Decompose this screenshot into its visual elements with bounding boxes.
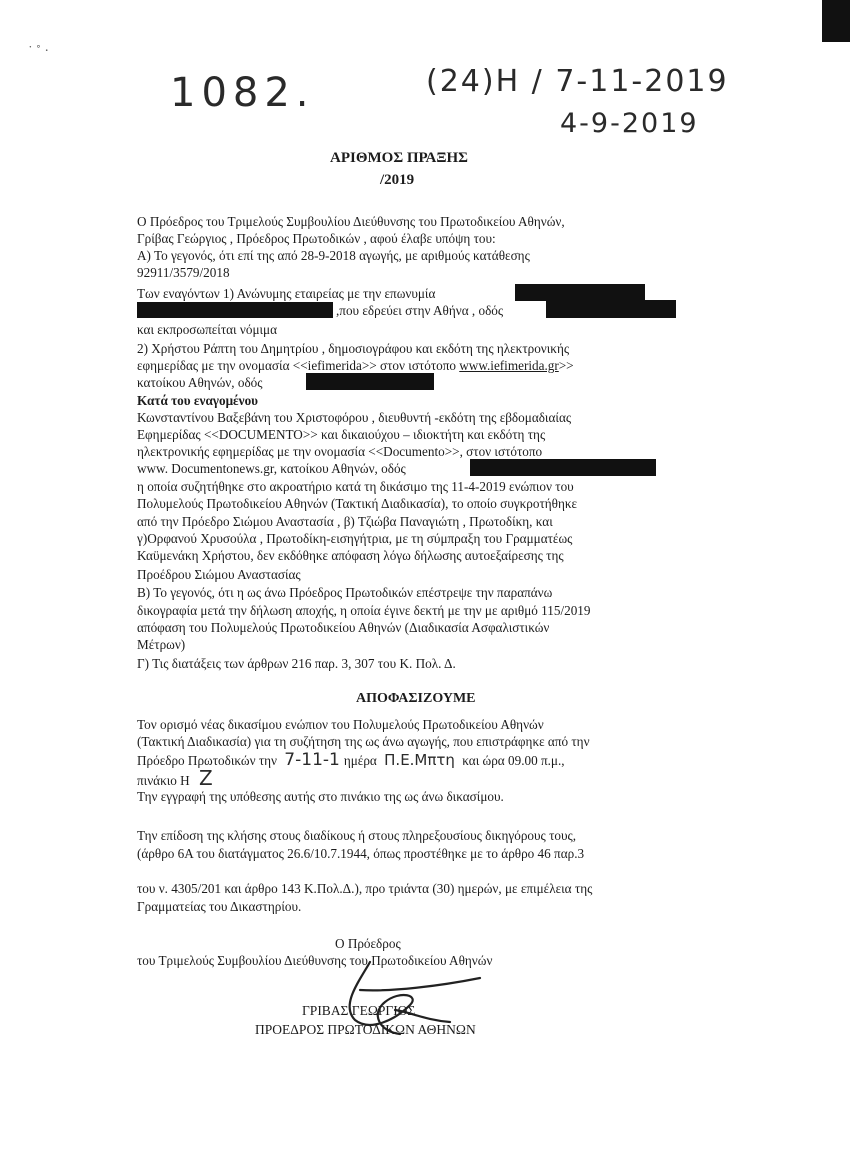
- body-line: Γραμματείας του Δικαστηρίου.: [137, 899, 302, 914]
- body-line: Γρίβας Γεώργιος , Πρόεδρος Πρωτοδικών , αφού έλαβε υπόψη του:: [137, 231, 496, 246]
- body-line: Εφημερίδας <<DOCUMENTO>> και δικαιούχου – ιδιοκτήτη και εκδότη της: [137, 427, 546, 442]
- body-line: του ν. 4305/201 και άρθρο 143 Κ.Πολ.Δ.), προ τριάντα (30) ημερών, με επιμέλεια της: [137, 881, 593, 896]
- body-line-part: >>: [558, 358, 574, 373]
- handwritten-hearing-day: 7-11-1: [284, 750, 340, 770]
- body-line: από την Πρόεδρο Σιώμου Αναστασία , β) Τζιώβα Παναγιώτη , Πρωτοδίκη, και: [137, 514, 553, 529]
- scan-corner-mark: [822, 0, 850, 42]
- body-line: 2) Χρήστου Ράπτη του Δημητρίου , δημοσιογράφου και εκδότη της ηλεκτρονικής: [137, 341, 570, 356]
- redaction-bar: [306, 373, 434, 390]
- document-number: /2019: [380, 172, 415, 188]
- body-line: Β) Το γεγονός, ότι η ως άνω Πρόεδρος Πρωτοδικών επέστρεψε την παραπάνω: [137, 585, 553, 600]
- handwritten-date-below: 4-9-2019: [560, 108, 699, 139]
- body-line: [137, 358, 574, 374]
- redaction-bar: [515, 284, 645, 301]
- website-link-text: www.iefimerida.gr: [459, 358, 559, 373]
- body-line: ηλεκτρονικής εφημερίδας με την ονομασία <<Documento>>, στον ιστότοπο: [137, 444, 543, 459]
- signature-line-1: Ο Πρόεδρος: [335, 936, 401, 951]
- body-line: Γ) Τις διατάξεις των άρθρων 216 παρ. 3, 307 του Κ. Πολ. Δ.: [137, 656, 456, 671]
- body-line: Τον ορισμό νέας δικασίμου ενώπιον του Πολυμελούς Πρωτοδικείου Αθηνών: [137, 717, 544, 732]
- body-line: κατοίκου Αθηνών, οδός: [137, 375, 263, 390]
- handwritten-entry-code: (24)Η / 7-11-2019: [426, 64, 729, 99]
- body-line: Καϋμενάκη Χρήστου, δεν εκδόθηκε απόφαση λόγω δήλωσης αυτοεξαίρεσης της: [137, 548, 564, 563]
- body-line-part: εφημερίδας με την ονομασία <<iefimerida>> στον ιστότοπο: [137, 358, 460, 373]
- handwritten-table-letter: Ζ: [198, 766, 213, 790]
- body-line: και εκπροσωπείται νόμιμα: [137, 322, 278, 337]
- body-line-part: και ώρα 09.00 π.μ.,: [462, 753, 565, 768]
- body-line: www. Documentonews.gr, κατοίκου Αθηνών, οδός: [137, 461, 406, 476]
- body-line: Ο Πρόεδρος του Τριμελούς Συμβουλίου Διεύθυνσης του Πρωτοδικείου Αθηνών,: [137, 214, 565, 229]
- body-line: Πολυμελούς Πρωτοδικείου Αθηνών (Τακτική Διαδικασία), το οποίο συγκροτήθηκε: [137, 496, 578, 511]
- body-line-part: ημέρα: [343, 753, 377, 768]
- body-line: Α) Το γεγονός, ότι επί της από 28-9-2018 αγωγής, με αριθμούς κατάθεσης: [137, 248, 530, 263]
- document-title: ΑΡΙΘΜΟΣ ΠΡΑΞΗΣ: [330, 150, 468, 166]
- body-line: Των εναγόντων 1) Ανώνυμης εταιρείας με την επωνυμία: [137, 286, 436, 301]
- decision-heading: ΑΠΟΦΑΣΙΖΟΥΜΕ: [356, 691, 476, 706]
- body-line: Κατά του εναγομένου: [137, 393, 259, 408]
- body-line: Κωνσταντίνου Βαξεβάνη του Χριστοφόρου , διευθυντή -εκδότη της εβδομαδιαίας: [137, 410, 572, 425]
- body-line: (άρθρο 6Α του διατάγματος 26.6/10.7.1944, όπως προστέθηκε με το άρθρο 46 παρ.3: [137, 846, 585, 861]
- handwritten-file-number: 1082.: [170, 70, 315, 116]
- body-line-part: πινάκιο Η: [137, 773, 190, 788]
- body-line: απόφαση του Πολυμελούς Πρωτοδικείου Αθηνών (Διαδικασία Ασφαλιστικών: [137, 620, 550, 635]
- redaction-bar: [137, 302, 333, 318]
- body-line: (Τακτική Διαδικασία) για τη συζήτηση της ως άνω αγωγής, που επιστράφηκε από την: [137, 734, 590, 749]
- body-line: δικογραφία μετά την δήλωση αποχής, η οποία έγινε δεκτή με την με αριθμό 115/2019: [137, 603, 591, 618]
- redaction-bar: [470, 459, 656, 476]
- body-line: η οποία συζητήθηκε στο ακροατήριο κατά τη δικάσιμο της 11-4-2019 ενώπιον του: [137, 479, 574, 494]
- body-line: ,που εδρεύει στην Αθήνα , οδός: [336, 303, 504, 318]
- handwritten-hearing-word: Π.Ε.Μπτη: [384, 751, 455, 769]
- signatory-role: ΠΡΟΕΔΡΟΣ ΠΡΩΤΟΔΙΚΩΝ ΑΘΗΝΩΝ: [255, 1022, 476, 1037]
- scan-specks: ˙ ˚ ·: [28, 44, 49, 59]
- body-line: Την εγγραφή της υπόθεσης αυτής στο πινάκιο της ως άνω δικασίμου.: [137, 789, 504, 804]
- signatory-name: ΓΡΙΒΑΣ ΓΕΩΡΓΙΟΣ: [302, 1003, 416, 1018]
- body-line: [137, 766, 213, 790]
- redaction-bar: [546, 300, 676, 318]
- signature-line-2: του Τριμελούς Συμβουλίου Διεύθυνσης του Πρωτοδικείου Αθηνών: [137, 953, 493, 968]
- body-line: Την επίδοση της κλήσης στους διαδίκους ή στους πληρεξουσίους δικηγόρους τους,: [137, 828, 577, 843]
- body-line-part: Πρόεδρο Πρωτοδικών την: [137, 753, 277, 768]
- body-line: Μέτρων): [137, 637, 186, 652]
- body-line: 92911/3579/2018: [137, 265, 230, 280]
- body-line: γ)Ορφανού Χρυσούλα , Πρωτοδίκη-εισηγήτρια, με τη σύμπραξη του Γραμματέως: [137, 531, 573, 546]
- body-line: Προέδρου Σιώμου Αναστασίας: [137, 567, 301, 582]
